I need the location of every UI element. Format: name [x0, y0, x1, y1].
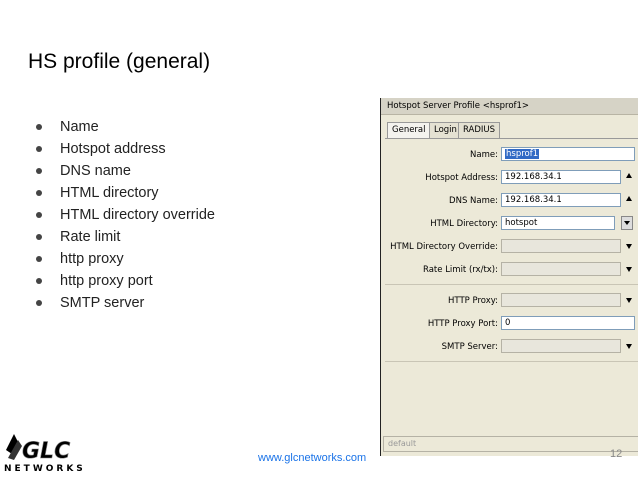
collapse-arrow-icon[interactable]: [626, 196, 632, 201]
rate-limit-row: [385, 262, 638, 280]
logo-text: NETWORKS: [4, 464, 86, 474]
rate-limit-field[interactable]: [501, 262, 621, 276]
section-divider: [385, 361, 638, 362]
http-proxy-port-label: HTTP Proxy Port:: [427, 319, 498, 329]
section-divider: [385, 284, 638, 285]
smtp-server-label: SMTP Server:: [441, 342, 498, 352]
html-directory-override-field[interactable]: [501, 239, 621, 253]
collapse-arrow-icon[interactable]: [626, 173, 632, 178]
smtp-server-field[interactable]: [501, 339, 621, 353]
html-directory-label: HTML Directory:: [430, 219, 498, 229]
dropdown-button-icon[interactable]: [621, 216, 633, 230]
tab-general[interactable]: General: [387, 122, 431, 139]
html-directory-override-label: HTML Directory Override:: [390, 242, 498, 252]
http-proxy-label: HTTP Proxy:: [448, 296, 498, 306]
dns-name-label: DNS Name:: [449, 196, 498, 206]
dns-name-row: [385, 193, 638, 211]
expand-arrow-icon[interactable]: [626, 244, 632, 249]
tab-login[interactable]: Login: [429, 122, 462, 138]
glc-logo: [4, 430, 86, 476]
hotspot-address-row: [385, 170, 638, 188]
expand-arrow-icon[interactable]: [626, 267, 632, 272]
expand-arrow-icon[interactable]: [626, 298, 632, 303]
website-link[interactable]: www.glcnetworks.com: [258, 452, 367, 464]
hotspot-profile-window: [380, 98, 638, 456]
smtp-server-row: [385, 339, 638, 357]
window-title: Hotspot Server Profile <hsprof1>: [387, 101, 530, 111]
bullet-item: SMTP server: [36, 292, 215, 314]
name-value: hsprof1: [506, 149, 539, 159]
rate-limit-label: Rate Limit (rx/tx):: [423, 265, 498, 275]
general-panel: [385, 138, 638, 434]
hotspot-address-field[interactable]: 192.168.34.1: [501, 170, 621, 184]
hotspot-address-label: Hotspot Address:: [425, 173, 498, 183]
name-label: Name:: [470, 150, 498, 160]
bullet-item: DNS name: [36, 160, 215, 182]
html-directory-field[interactable]: hotspot: [501, 216, 615, 230]
html-directory-override-row: [385, 239, 638, 257]
bullet-item: Name: [36, 116, 215, 138]
bullet-item: http proxy port: [36, 270, 215, 292]
window-titlebar[interactable]: [381, 98, 638, 115]
bullet-list: [36, 116, 215, 314]
status-text: default: [388, 439, 417, 448]
tab-radius[interactable]: RADIUS: [458, 122, 500, 138]
slide-title: HS profile (general): [28, 50, 211, 73]
bullet-item: HTML directory: [36, 182, 215, 204]
bullet-item: Rate limit: [36, 226, 215, 248]
glc-logo-icon: [4, 430, 76, 464]
bullet-item: http proxy: [36, 248, 215, 270]
expand-arrow-icon[interactable]: [626, 344, 632, 349]
name-row: [385, 147, 638, 165]
http-proxy-port-field[interactable]: 0: [501, 316, 635, 330]
name-field[interactable]: [501, 147, 635, 161]
dns-name-field[interactable]: 192.168.34.1: [501, 193, 621, 207]
http-proxy-port-row: [385, 316, 638, 334]
page-number: 12: [610, 448, 623, 460]
svg-text:GLC: GLC: [22, 439, 71, 464]
status-bar: [383, 436, 638, 452]
http-proxy-row: [385, 293, 638, 311]
http-proxy-field[interactable]: [501, 293, 621, 307]
bullet-item: HTML directory override: [36, 204, 215, 226]
bullet-item: Hotspot address: [36, 138, 215, 160]
html-directory-row: [385, 216, 638, 234]
